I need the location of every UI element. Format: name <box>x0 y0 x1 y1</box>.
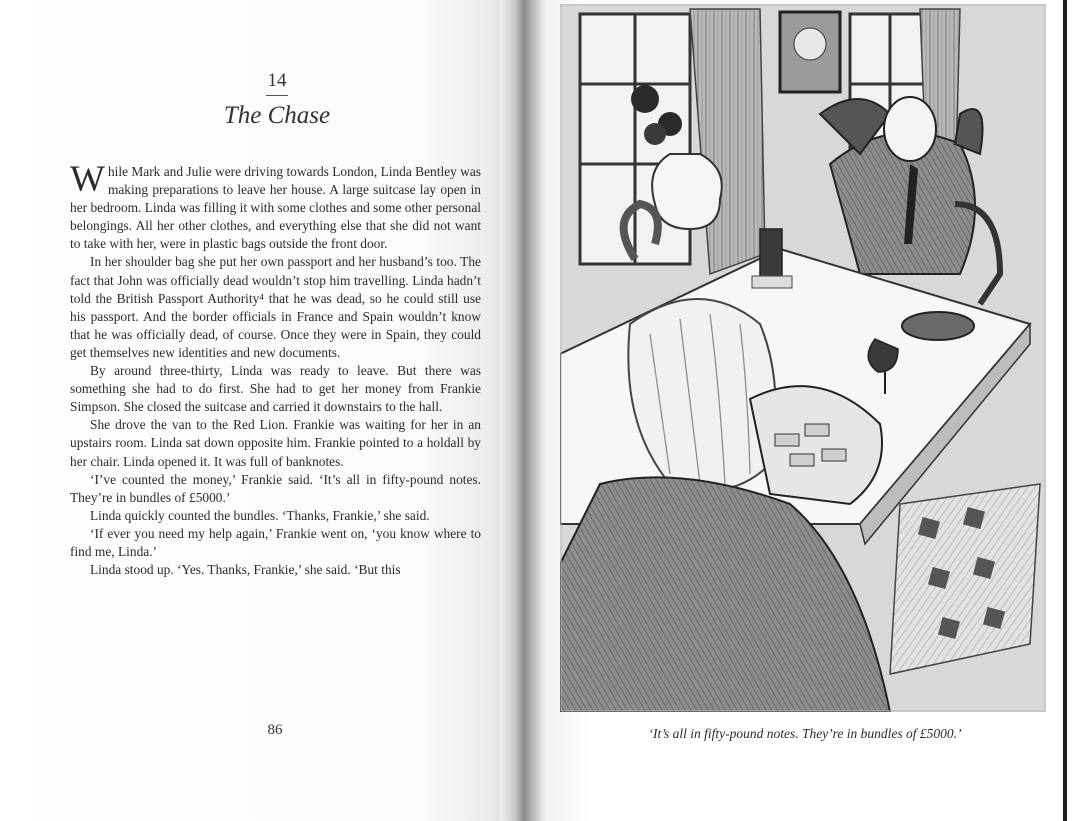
page-edge <box>1063 0 1067 821</box>
ashtray <box>902 312 974 340</box>
page-number: 86 <box>267 722 283 738</box>
paragraph: ‘I’ve counted the money,’ Frankie said. ‘It’s all in fifty-pound notes. They’re in bundles of £5000.’ <box>70 471 481 505</box>
first-paragraph-text: hile Mark and Julie were driving towards London, Linda Bentley was making preparations to leave her house. A large suitcase lay open in her bedroom. Linda was filling it with some clothes and some other personal belongings. All her other clothes, and everything else that she did not want to take with her, were in plastic bags outside the front door. <box>70 164 481 252</box>
book-gutter <box>500 0 550 821</box>
paragraph: In her shoulder bag she put her own passport and her husband’s too. The fact that John was officially dead wouldn’t stop him travelling. Linda hadn’t told the British Passport Authority⁴ that he was dead, so he could still use his passport. And the border officials in France and Spain wouldn’t know that he was officially dead, of course. Once they were in Spain, they could get themselves new identities and new documents. <box>70 254 481 360</box>
chapter-number: 14 <box>267 70 287 91</box>
rug <box>890 484 1040 674</box>
flower <box>644 123 666 145</box>
flower <box>631 85 659 113</box>
beer-coaster <box>752 276 792 288</box>
illustration <box>560 4 1046 712</box>
paragraph: ‘If ever you need my help again,’ Frankie went on, ‘you know where to find me, Linda.’ <box>70 525 481 559</box>
paragraph: She drove the van to the Red Lion. Frankie was waiting for her in an upstairs room. Linda sat down opposite him. Frankie pointed to a holdall by her chair. Linda opened it. It was full of banknotes. <box>70 417 481 469</box>
body-text <box>70 159 481 579</box>
man-head <box>884 97 936 161</box>
paragraph: By around three-thirty, Linda was ready to leave. But there was something she had to do first. She had to get her money from Frankie Simpson. She closed the suitcase and carried it downstairs to the hall. <box>70 363 481 415</box>
illustration-caption: ‘It’s all in fifty-pound notes. They’re in bundles of £5000.’ <box>648 726 962 741</box>
paragraph: Linda quickly counted the bundles. ‘Thanks, Frankie,’ she said. <box>90 507 430 523</box>
beer-glass <box>760 229 782 281</box>
wall-picture-face <box>794 28 826 60</box>
paragraph: Linda stood up. ‘Yes. Thanks, Frankie,’ she said. ‘But this <box>90 562 401 578</box>
chapter-rule <box>266 95 288 96</box>
chapter-title: The Chase <box>223 102 331 129</box>
left-page <box>0 0 520 821</box>
drop-cap: W <box>70 159 105 200</box>
first-paragraph <box>70 159 481 253</box>
vase <box>652 154 722 229</box>
